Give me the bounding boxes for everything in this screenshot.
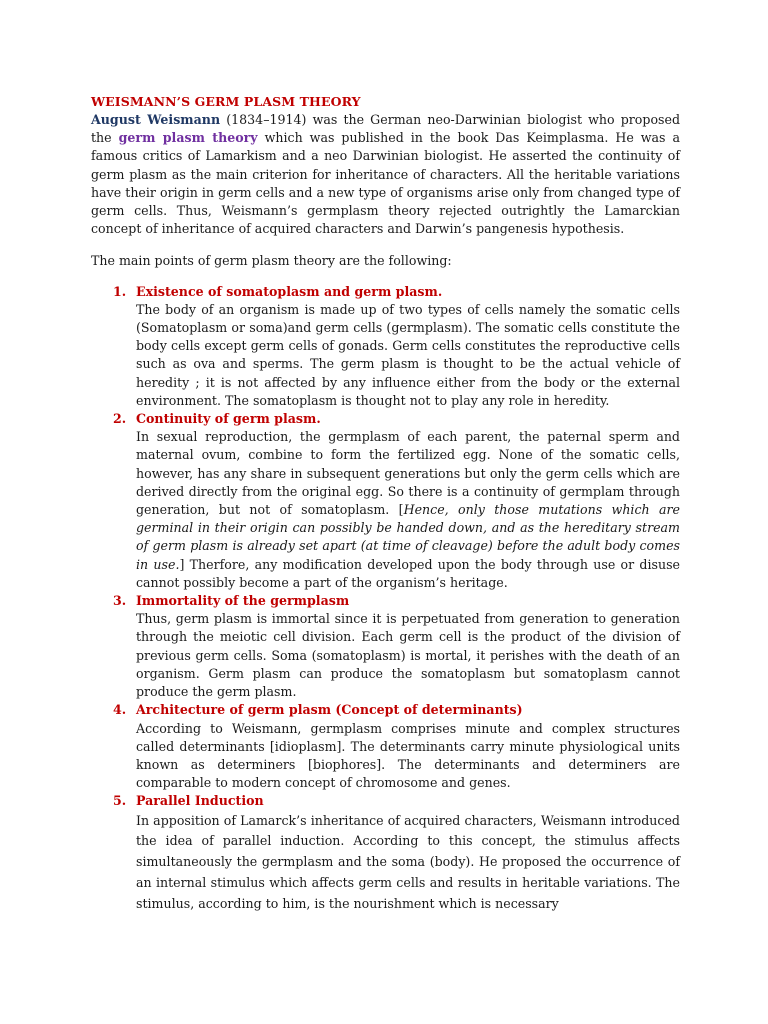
author-name: August Weismann: [91, 112, 221, 127]
point-number: 5.: [113, 793, 127, 809]
point-number: 3.: [113, 593, 127, 609]
intro-dates: (1834–1914) was the German neo-Darwinian biologist who proposed the: [91, 112, 681, 146]
point-text-italic: Hence, only those mutations which are germinal in their origin can possibly be handed down, and as the hereditary stream of germ plasm is already set apart (at time of cleavage) before the adult body comes in use.: [136, 502, 680, 572]
point-text: According to Weismann, germplasm comprises minute and complex structures called determinants [idioplasm]. The determinants carry minute physiological units known as determiners [biophores]. The determinants and determiners are comparable to modern concept of chromosome and genes.: [136, 720, 680, 791]
point-heading: Parallel Induction: [136, 793, 264, 809]
point-heading: Architecture of germ plasm (Concept of determinants): [136, 702, 523, 718]
theory-link[interactable]: germ plasm theory: [118, 130, 258, 146]
intro-rest: which was published in the book Das Keimplasma. He was a famous critics of Lamarkism and a neo Darwinian biologist. He asserted the continuity of germ plasm as the main criterion for inheritance of characters. All the heritable variations have their origin in germ cells and a new type of organisms arise only from changed type of germ cells. Thus, Weismann’s germplasm theory rejected outrightly the Lamarckian concept of inheritance of acquired characters and Darwin’s pangenesis hypothesis.: [91, 130, 680, 237]
point-number: 4.: [113, 702, 127, 718]
point-text: In apposition of Lamarck’s inheritance of acquired characters, Weismann introduced the idea of parallel induction. According to this concept, the stimulus affects simultaneously the germplasm and the soma (body). He proposed the occurrence of an internal stimulus which affects germ cells and results in heritable variations. The stimulus, according to him, is the nourishment which is necessary: [136, 812, 680, 912]
list-item: [91, 592, 680, 701]
page-title: WEISMANN’S GERM PLASM THEORY: [91, 94, 361, 109]
point-heading: Continuity of germ plasm.: [136, 411, 321, 427]
list-item: [91, 792, 680, 915]
point-number: 2.: [113, 411, 127, 427]
point-text: The body of an organism is made up of two types of cells namely the somatic cells (Somatoplasm or soma)and germ cells (germplasm). The somatic cells constitute the body cells except germ cells of gonads. Germ cells constitutes the reproductive cells such as ova and sperms. The germ plasm is thought to be the actual vehicle of heredity ; it is not affected by any influence either from the body or the external environment. The somatoplasm is thought not to play any role in heredity.: [136, 301, 680, 408]
point-text-main: In sexual reproduction, the germplasm of each parent, the paternal sperm and maternal ovum, combine to form the fertilized egg. None of the somatic cells, however, has any share in subsequent generations but only the germ cells which are derived directly from the original egg. So there is a continuity of germplam through generation, but not of somatoplasm. [: [136, 429, 680, 518]
point-heading: Immortality of the germplasm: [136, 593, 350, 609]
points-list: [91, 283, 680, 915]
point-text: Thus, germ plasm is immortal since it is perpetuated from generation to generation through the meiotic cell division. Each germ cell is the product of the division of previous germ cells. Soma (somatoplasm) is mortal, it perishes with the death of an organism. Germ plasm can produce the somatoplasm but somatoplasm cannot produce the germ plasm.: [136, 611, 680, 700]
point-text-after: ] Therfore, any modification developed upon the body through use or disuse cannot possibly become a part of the organism’s heritage.: [136, 556, 681, 590]
points-intro: The main points of germ plasm theory are the following:: [91, 253, 452, 269]
list-item: [91, 410, 680, 592]
list-item: [91, 701, 680, 792]
list-item: [91, 283, 680, 410]
intro-paragraph: [91, 111, 680, 238]
point-heading: Existence of somatoplasm and germ plasm.: [136, 283, 443, 299]
point-number: 1.: [113, 283, 127, 299]
point-text: [136, 428, 680, 592]
